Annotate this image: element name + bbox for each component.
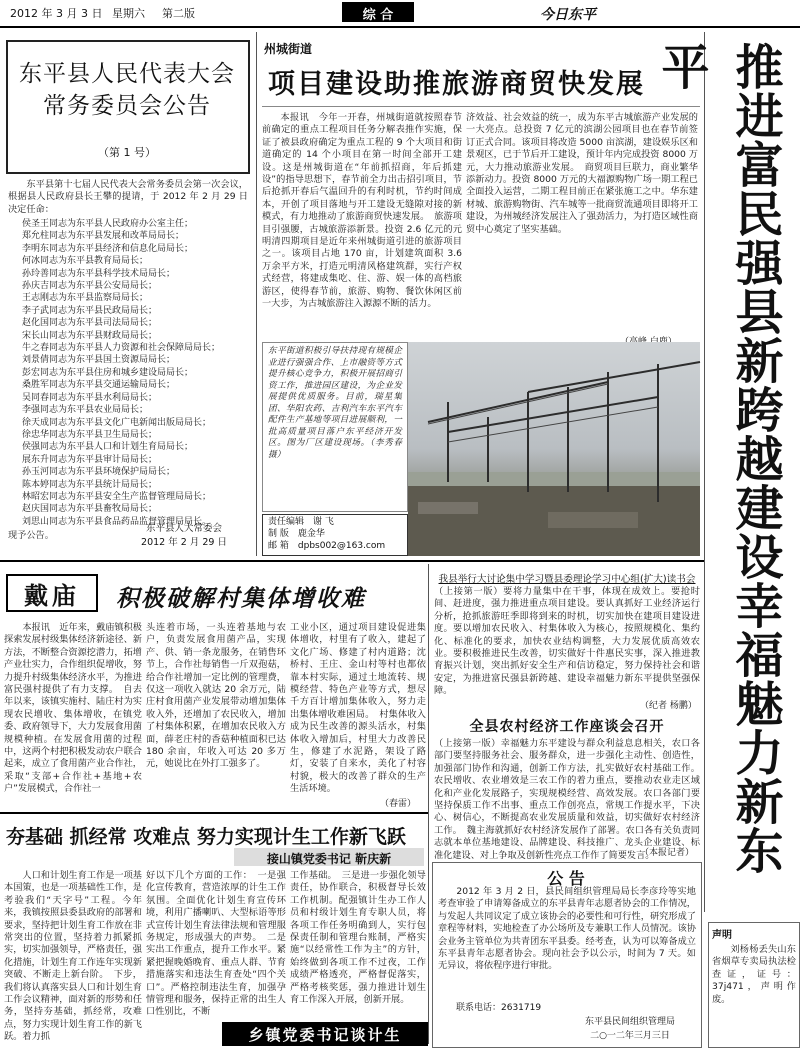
study-title: 我县举行大讨论集中学习暨县委理论学习中心组(扩大)读书会 bbox=[438, 574, 696, 585]
declaration-body: 刘杨杨丢失山东省烟草专卖局执法检查证，证号：37j471，声明作废。 bbox=[712, 944, 796, 1005]
appointment-item: 徐忠华同志为东平县卫生局局长； bbox=[22, 429, 158, 440]
village-col-1: 本报讯 近年来，戴庙镇积极探索发展村级集体经济新途径、新方法，不断整合资源挖潜力，拓增产业壮实力，合作组织促增收，努力提升村级集体经济水平，为推进富民强村提供了有力支撑。 自去年以来，该镇实施村、陆庄村为实现农民增收、集体增收，在镇党委、政府领导下，大力发展食用菌规模种植。在发展食用菌的过程中，这两个村把积极发动农户联合起来，成立了食用菌产业合作社，采取“支部+合作社+基地+农户”发展模式，合作社一 bbox=[4, 622, 142, 795]
family-title: 夯基础 抓经常 攻难点 努力实现计生工作新飞跃 bbox=[6, 826, 406, 848]
village-byline: （春雷） bbox=[380, 799, 417, 809]
notice-body: 2012 年 3 月 2 日，县民间组织管理局局长李彦玲等实地考查审验了申请筹备成立的东平县青年志愿者协会的工作情况，与发起人共同议定了成立该协会的必要性和可行性，研究形成了章程等材料，实地检查了办公场所及专兼职工作人员情况。该协会业务主管单位为共青团东平县委。经考查，认为可以筹备成立东平县青年志愿者协会。现向社会予以公示，时间为 7 天。如无异议，将依程序进行审批。 bbox=[438, 886, 696, 972]
study-body: （上接第一版）要将力量集中在干事，体现在成效上。要抢时间、赶进度，强力推进重点项目建设。要认真抓好工业经济运行分析，抢抓旅游旺季即将到来的时机，切实加快在建项目建设进度。要以增加农民收入、村集体收入为核心，按照规模化、集约化、标准化的要求，加快农业结构调整，大力发展优质高效农业。要积极推进民生改善，切实做好十件惠民实事，深入推进教育振兴计划，突出抓好安全生产和信访稳定，努力保持社会和谐安定，为推进富民强县新跨越、建设幸福魅力新东平提供坚强保障。 bbox=[434, 586, 700, 697]
bulletin-signer: 东平县人大常委会 bbox=[145, 523, 222, 534]
email-address: dpbs002@163.com bbox=[297, 541, 386, 551]
editor-name: 谢 飞 bbox=[313, 517, 334, 527]
appointment-item: 侯圣王同志为东平县人民政府办公室主任； bbox=[22, 219, 194, 229]
appointment-item: 吴同春同志为东平县水利局局长； bbox=[22, 392, 158, 403]
appointment-item: 牛之春同志为东平县人力资源和社会保障局局长； bbox=[22, 343, 221, 354]
appointment-item: 郑允柱同志为东平县发展和改革局局长； bbox=[22, 231, 185, 242]
email-label: 邮 箱 bbox=[268, 541, 289, 551]
construction-photo-art bbox=[408, 342, 700, 556]
appointment-item: 陈本婷同志为东平县统计局局长； bbox=[22, 479, 158, 490]
bulletin-box bbox=[4, 36, 254, 556]
section-rule bbox=[0, 560, 704, 562]
appointment-item: 刘景倩同志为东平县国土资源局局长； bbox=[22, 355, 176, 366]
appointment-item: 孙玉河同志为东平县环境保护局局长； bbox=[22, 467, 176, 478]
appointment-item: 展东升同志为东平县审计局局长； bbox=[22, 454, 158, 465]
family-col-2: 好以下几个方面的工作： 一是强化宣传教育，营造浓厚的计生工作氛围。全面优化计划生育宣传环境，利用广播喇叭、大型标语等形式宣传计划生育法律法规和管理服务规定，形成强大的声势。 二是实出工作重点，提升工作水平。紧紧把握晚婚晚育、重点人群、节育措施落实和违法生育查处“四个关口”。严格控制违法生育，加强孕情管理和服务，保持正常的出生人口性别比，不断 bbox=[146, 870, 286, 1018]
appointment-item: 侯强同志为东平县人口和计划生育局局长； bbox=[22, 442, 194, 453]
bulletin-number: （第 1 号） bbox=[98, 146, 156, 159]
family-footer-banner-text: 乡镇党委书记谈计生 bbox=[248, 1026, 402, 1044]
family-subtitle: 接山镇党委书记 靳庆新 bbox=[266, 852, 392, 866]
bulletin-appointments bbox=[22, 218, 250, 530]
appointment-item: 刘思山同志为东平县食品药品监督管理局局长。 bbox=[22, 516, 212, 527]
appointment-item: 彭宏同志为东平县住房和城乡建设局局长； bbox=[22, 367, 194, 378]
paper-logo: 今日东平 bbox=[540, 7, 596, 23]
family-col-3: 工作基础。 三是进一步强化领导责任，协作联合，积极督导长效工作机制。配强镇计生办工作人员和村级计划生育专职人员，将各项工作任务明确到人，实行包保责任制和管理台账制，严格实施“以经常性工作为主”的方针，始终做到各项工作不过夜，工作成绩严格透亮，严格督促落实，严格考核奖惩，强力推进计划生育工作深入开展，创新开展。 bbox=[290, 870, 426, 1006]
appointment-item: 孙玲善同志为东平县科学技术局局长； bbox=[22, 268, 176, 279]
masthead bbox=[0, 0, 800, 26]
photo-caption: 东平街道积极引导扶持现有规模企业进行强强合作、上市融资等方式提升核心竞争力，积极开展招商引资工作，推进园区建设，为企业发展提供优质服务。目前，瑞星集团、华阳农药、吉利汽车东平汽车配件生产基地等项目进展顺利，一批高质量项目落户东平经济开发区。图为厂区建设现场。（李秀春 摄） bbox=[268, 346, 402, 460]
appointment-item: 赵庆国同志为东平县畜牧局局长； bbox=[22, 504, 158, 515]
notice-contact: 联系电话：2631719 bbox=[456, 1003, 542, 1013]
issue-date: 2012 年 3 月 3 日 bbox=[10, 7, 103, 20]
notice-sign-date: 二○一二年三月三日 bbox=[590, 1031, 670, 1041]
producer-name: 鹿金华 bbox=[297, 529, 325, 539]
bulletin-closing: 现予公告。 bbox=[8, 530, 54, 541]
middle-divider bbox=[428, 564, 429, 1044]
appointment-item: 林昭宏同志为东平县安全生产监督管理局局长； bbox=[22, 491, 212, 502]
main-title: 项目建设助推旅游商贸快发展 bbox=[268, 69, 645, 100]
appointment-item: 李明东同志为东平县经济和信息化局局长； bbox=[22, 243, 194, 254]
family-rule bbox=[0, 812, 428, 814]
page-number: 第二版 bbox=[162, 7, 195, 20]
appointment-item: 宋长山同志为东平县财政局局长； bbox=[22, 330, 158, 341]
issue-weekday: 星期六 bbox=[112, 7, 145, 20]
appointment-item: 王志刚志为东平县监察局局长； bbox=[22, 293, 149, 304]
appointment-item: 赵化国同志为东平县司法局局长； bbox=[22, 318, 158, 329]
bulletin-title: 东平县人民代表大会常务委员会公告 bbox=[19, 61, 235, 119]
village-col-2: 头连着市场，一头连着基地与农户，负责发展食用菌产品，实现产、供、销一条龙服务，在销售环节上，合作社每销售一斤双孢菇，给合作社增加一定比例的管理费，仅这一项收入就达 20 余万元，陆庄村食用菌产业发展带动增加集体收入外，还增加了农民收入，增加了村集体积累，在增加农民收入方面，薛老庄村的香菇种植面积已达 180 余亩，年收入可达 20 多万元，她说比在外打工强多了。 bbox=[146, 622, 286, 770]
editor-label: 责任编辑 bbox=[268, 517, 305, 527]
appointment-item: 李子武同志为东平县民政局局长； bbox=[22, 305, 158, 316]
rural-byline: （本报记者） bbox=[640, 848, 695, 858]
declaration-title: 声明 bbox=[712, 930, 732, 941]
study-byline: （纪者 杨鹏） bbox=[640, 701, 697, 711]
column-divider bbox=[256, 32, 257, 556]
rural-title: 全县农村经济工作座谈会召开 bbox=[469, 719, 665, 735]
appointment-item: 徐天成同志为东平县文化广电新闻出版局局长； bbox=[22, 417, 212, 428]
main-col-1: 本报讯 今年一开春，州城街道就按照春节前确定的重点工程项目任务分解表推作实施，保证了被县政府确定为重点工程的 9 个大项目和街道确定的 14 个小项目在第一时间全部开工建设。这是州城街道在“年前抓招商，年后抓建设”的指导思想下，春节前全力出击招引项目，节后抢抓开春后气温回升的有利时机，节约时间成本，开创了项目落地与开工建设无缝隙对接的新模式，有力地推动了旅游商贸快速发展。 旅游项目引强腰，古城旅游添新景。投资 2.6 亿元的元明清四期项目是近年来州城街道引进的旅游项目之一。该项目占地 170 亩，计划建筑面积 3.6 万余平方米，打造元明清风格建筑群，实行产权式经营，将建成集吃、住、游、娱一体的高档旅游区，使得春节前，旅游、购物、餐饮休闲区前一大步，为古城旅游注入源源不断的活力。 bbox=[262, 112, 462, 310]
rural-body: （上接第一版）幸福魅力东平建设与群众利益息息相关，农口各部门要坚持服务社会、服务群众，进一步强化主动性、创造性，加强部门协作和沟通，创新工作方法，扎实做好农村基础工作。农民增收、农业增效是三农工作的着力重点，要推动农业走区域化和产业化发展路子，实现规模经营、高效发展。农口各部门要坚持保质工作不出事、重点工作创亮点，常规工作提水平，下决心、树信心，不断提高农业发展质量和效益，切实做好农村经济工作。 魏主海就抓好农村经济发展作了部署。农口各有关负责同志就本单位基地建设、品牌建设、科技推广、龙头企业建设、标准化建设、对上争取及创新性亮点工作作了简要发言。 bbox=[434, 738, 700, 861]
main-kicker: 州城街道 bbox=[264, 42, 313, 56]
producer-label: 制 版 bbox=[268, 529, 289, 539]
notice-title: 公 告 bbox=[547, 869, 585, 888]
vertical-headline: 推进富民强县新跨越建设幸福魅力新东平 bbox=[653, 42, 783, 875]
editor-credits bbox=[268, 516, 404, 552]
family-col-1: 人口和计划生育工作是一项基本国策，也是一项基础性工作，是考验我们“天字号”工程。今年来，我镇按照县委县政府的部署和要求，坚持把计划生育工作放在非常突出的位置，坚持着力抓紧抓实，切实加强领导，严格责任，强化措施，计划生育工作连年实现新突破、不断走上新台阶。 下步，我们将认真落实县人口和计划生育工作会议精神，面对新的形势和任务，坚持夯基础，抓经常，攻难点，努力实现计划生育工作的新飞跃。着力抓 bbox=[4, 870, 142, 1043]
appointment-item: 孙庆吉同志为东平县公安局局长； bbox=[22, 281, 158, 292]
section-label-text: 综 合 bbox=[362, 8, 394, 23]
title-rule bbox=[262, 106, 700, 107]
village-col-3: 工业小区，通过项目建设促进集体增收，村里有了收入，建起了文化广场、修建了村内道路；沈桥村、王庄、金山村等村也都依靠本村实际，通过土地流转、规模经营、特色产业等方式，想尽千方百计增加集体收入，努力走出集体增收难困局。 村集体收入成为民生改善的源头活水，村集体收入增加后，村里大力改善民生，修建了水泥路，架设了路灯，安装了自来水，美化了村容村貌，极大的改善了群众的生产生活环境。 bbox=[290, 622, 426, 795]
appointment-item: 桑胜军同志为东平县交通运输局局长； bbox=[22, 380, 176, 391]
main-col-3: 济效益、社会效益的统一，成为东平古城旅游产业发展的一大亮点。总投资 7 亿元的滨湖公园项目也在春节前签订正式合同。该项目将改造 5000 亩滨湖，建设娱乐区和景观区，已于节后开工建设，预计年内完成投资 8000 万元，大力推动旅游业发展。 商贸项目巨联力，商业繁华添新动力。投资 8000 万元的大福源购物广场一期工程已全面投入运营，二期工程目前正在紧张施工之中。华东建材城、旅游购物街、汽车城等一批商贸流通项目即将开工建设，为州城经济发展注入了强劲活力，为打造区域性商贸中心奠定了坚实基础。 bbox=[466, 112, 698, 235]
masthead-rule bbox=[0, 26, 800, 28]
village-place: 戴庙 bbox=[24, 581, 80, 610]
village-title: 积极破解村集体增收难 bbox=[116, 585, 366, 612]
appointment-item: 何冰同志为东平县教育局局长； bbox=[22, 256, 149, 267]
right-column-divider bbox=[704, 32, 705, 912]
bulletin-intro: 东平县第十七届人民代表大会常务委员会第一次会议，根据县人民政府县长王攀的提请，于 2012 年 2 月 29 日决定任命： bbox=[8, 179, 248, 215]
appointment-item: 李强同志为东平县农业局局长； bbox=[22, 405, 149, 416]
notice-signer: 东平县民间组织管理局 bbox=[584, 1017, 675, 1027]
construction-photo bbox=[408, 342, 700, 556]
bulletin-sign-date: 2012 年 2 月 29 日 bbox=[141, 537, 227, 548]
